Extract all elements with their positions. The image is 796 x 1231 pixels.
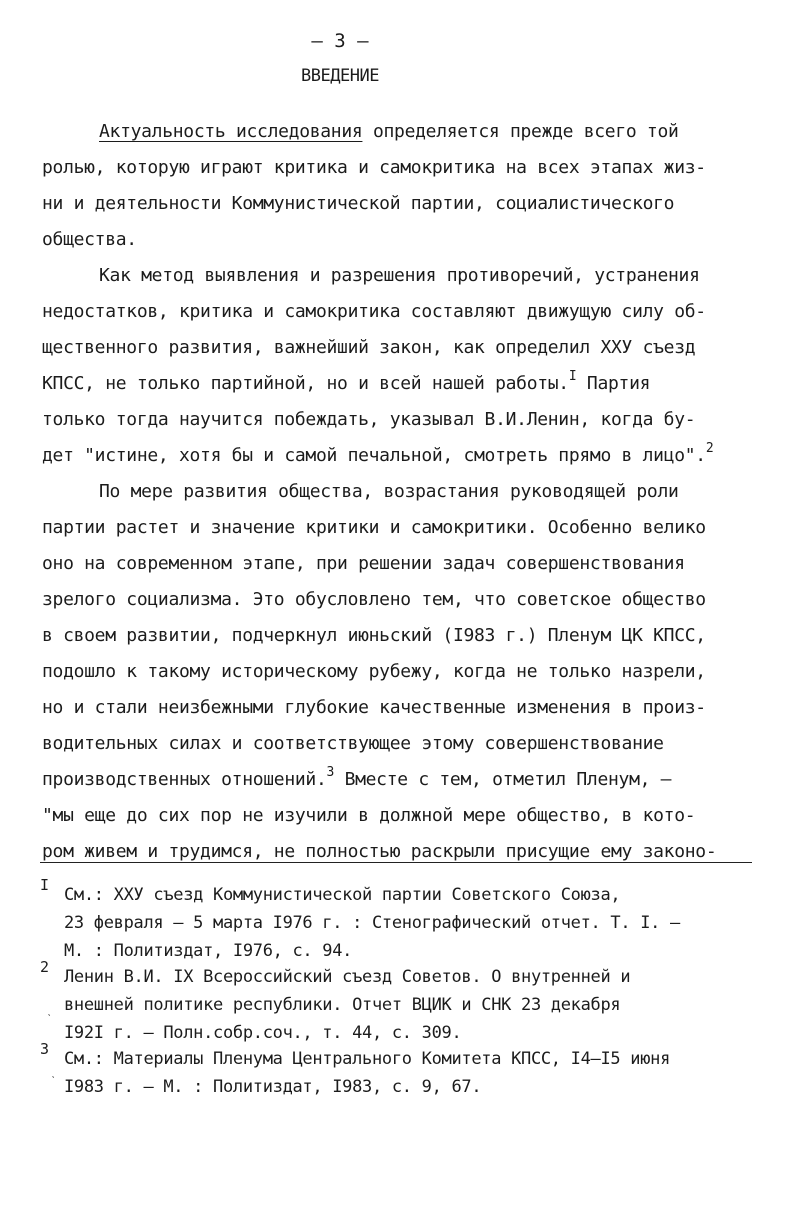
footnote-line: I983 г. – М. : Политиздат, I983, с. 9, 67. [64,1077,482,1097]
body-line: оно на современном этапе, при решении задач совершенствования [42,553,685,574]
body-line: только тогда научится побеждать, указывал В.И.Ленин, когда бу- [42,409,696,430]
body-line: водительных силах и соответствующее этому совершенствование [42,733,664,754]
footnote-line: См.: XXУ съезд Коммунистической партии Советского Союза, [64,885,621,905]
body-line: щественного развития, важнейший закон, как определил XXУ съезд [42,337,696,358]
footnote-line: I92I г. – Полн.собр.соч., т. 44, с. 309. [64,1023,462,1043]
body-line: "мы еще до сих пор не изучили в должной мере общество, в кото- [42,805,696,826]
body-line: в своем развитии, подчеркнул июньский (I983 г.) Пленум ЦК КПСС, [42,625,706,646]
body-line: Как метод выявления и разрешения противоречий, устранения [99,265,700,286]
footnote-mark: 2 [40,958,50,976]
body-text: дет "истине, хотя бы и самой печальной, смотреть прямо в лицо". [42,445,706,466]
body-line [42,369,651,396]
footnote-mark: 3 [40,1040,50,1058]
body-text: определяется прежде всего той [362,121,679,142]
body-line: ни и деятельности Коммунистической партии, социалистического [42,193,675,214]
footnote-ref: I [568,369,577,384]
footnote-line: См.: Материалы Пленума Центрального Комитета КПСС, I4–I5 июня [64,1049,671,1069]
body-line [42,765,672,792]
body-text: производственных отношений. [42,769,327,790]
body-line: партии растет и значение критики и самокритики. Особенно велико [42,517,706,538]
body-text: КПСС, не только партийной, но и всей нашей работы. [42,373,569,394]
body-line [42,441,714,468]
scan-mark: ˋ [46,1012,54,1026]
footnote-ref: 2 [705,441,714,456]
footnote-line: М. : Политиздат, I976, с. 94. [64,941,353,961]
body-line: По мере развития общества, возрастания руководящей роли [99,481,679,502]
body-line: подошло к такому историческому рубежу, когда не только назрели, [42,661,706,682]
body-text: Вместе с тем, отметил Пленум, – [334,769,672,790]
footnote-ref: 3 [326,765,335,780]
footnote-line: внешней политике республики. Отчет ВЦИК и СНК 23 декабря [64,995,621,1015]
footnote-line: Ленин В.И. IX Всероссийский съезд Советов. О внутренней и [64,967,631,987]
body-line: зрелого социализма. Это обусловлено тем, что советское общество [42,589,706,610]
section-heading: ВВЕДЕНИЕ [301,66,379,86]
body-line: недостатков, критика и самокритика составляют движущую силу об- [42,301,706,322]
footnote-separator [40,862,752,863]
footnote-line: 23 февраля – 5 марта I976 г. : Стенографический отчет. Т. I. – [64,913,680,933]
body-line [99,120,679,144]
body-text: Партия [576,373,651,394]
underlined-phrase: Актуальность исследования [99,121,363,142]
footnote-mark: I [40,876,50,894]
page-number: – 3 – [311,30,369,52]
body-line: ролью, которую играют критика и самокритика на всех этапах жиз- [42,157,706,178]
body-line: но и стали неизбежными глубокие качественные изменения в произ- [42,697,706,718]
body-line: ром живем и трудимся, не полностью раскрыли присущие ему законо- [42,841,717,862]
body-line: общества. [42,229,137,250]
scan-mark: ˋ [50,1074,58,1088]
